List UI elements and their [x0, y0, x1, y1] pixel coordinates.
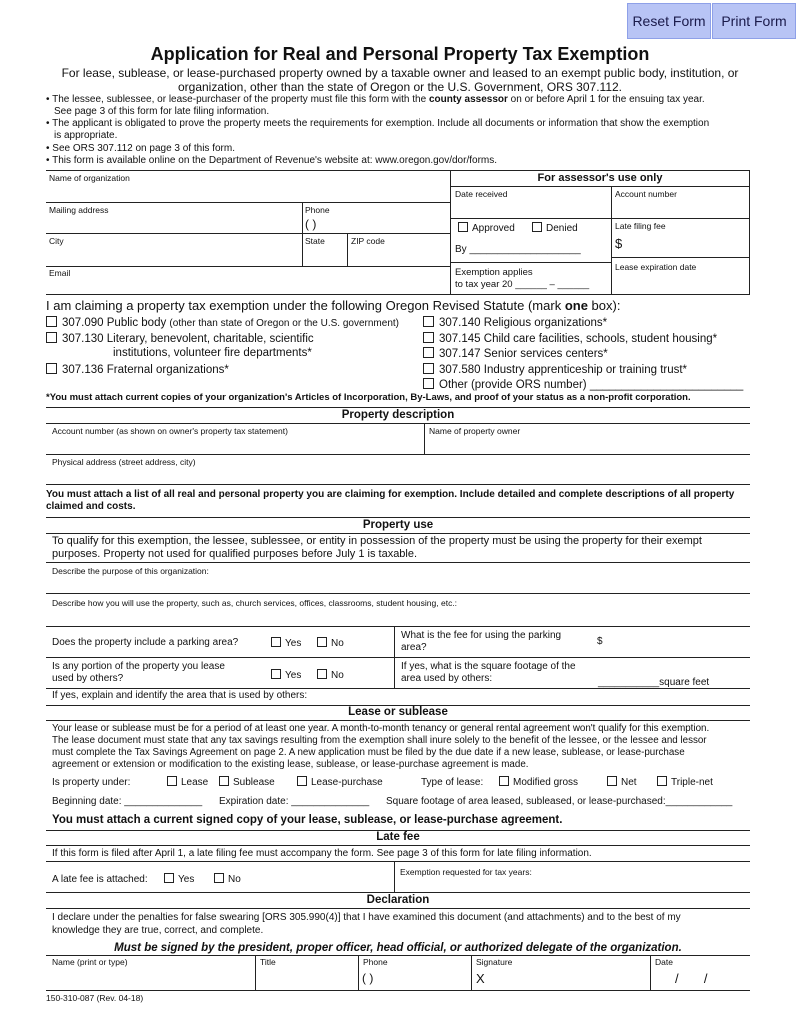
sublease-checkbox[interactable]: Sublease [219, 776, 275, 789]
modified-gross-checkbox[interactable]: Modified gross [499, 776, 578, 789]
parking-yes-checkbox[interactable]: Yes [271, 637, 301, 650]
date-label: Date [655, 957, 673, 967]
bullet-1-cont: See page 3 of this form for late filing information. [54, 106, 270, 117]
org-name-field[interactable] [46, 182, 450, 202]
lease-expiration-label: Lease expiration date [615, 262, 697, 272]
subtitle-line1: For lease, sublease, or lease-purchased property owned by a taxable owner and leased to an exempt public body, institution, or [61, 66, 739, 80]
page-title: Application for Real and Personal Property Tax Exemption [150, 44, 650, 64]
phone-label: Phone [305, 205, 330, 215]
assessor-use-title: For assessor's use only [537, 172, 663, 184]
signature-requirement: Must be signed by the president, proper officer, head official, or authorized delegate of the organization. [114, 942, 682, 954]
type-of-lease-label: Type of lease: [421, 777, 484, 788]
leased-no-checkbox[interactable]: No [317, 669, 344, 682]
bullet-2: • The applicant is obligated to prove the property meets the requirements for exemption. Include all documents or information that show the exemption [46, 118, 710, 129]
ors-307-090[interactable]: 307.090 Public body (other than state of Oregon or the U.S. government) [46, 316, 399, 330]
fee-question: What is the fee for using the parking [401, 630, 562, 641]
expiration-date-field[interactable]: Expiration date: ______________ [219, 796, 370, 807]
use-label: Describe how you will use the property, such as, church services, offices, classrooms, student housing, etc.: [52, 598, 458, 608]
by-field[interactable]: By ____________________ [455, 244, 581, 255]
declaration-title: Declaration [366, 894, 430, 906]
attach-property-list: You must attach a list of all real and personal property you are claiming for exemption. Include detailed and complete descriptions of all property claimed and costs. [46, 489, 735, 512]
beginning-date-field[interactable]: Beginning date: ______________ [52, 796, 203, 807]
late-fee-attached-label: A late fee is attached: [52, 874, 148, 885]
phone-field[interactable]: ( ) [305, 217, 317, 231]
sig-phone-field[interactable]: ( ) [362, 971, 374, 985]
city-label: City [49, 236, 64, 246]
ors-307-147[interactable]: 307.147 Senior services centers* [423, 347, 608, 361]
late-fee-yes-checkbox[interactable]: Yes [164, 873, 194, 886]
parking-no-checkbox[interactable]: No [317, 637, 344, 650]
owner-label: Name of property owner [429, 426, 521, 436]
leased-yes-checkbox[interactable]: Yes [271, 669, 301, 682]
mailing-address-field[interactable] [46, 214, 302, 232]
explain-label: If yes, explain and identify the area that is used by others: [52, 690, 308, 701]
fee-dollar: $ [597, 636, 603, 647]
lease-purchase-checkbox[interactable]: Lease-purchase [297, 776, 383, 789]
bullet-4: • This form is available online on the Department of Revenue's website at: www.oregon.gov/dor/forms. [46, 155, 498, 166]
leased-question-cont: used by others? [52, 673, 124, 684]
account-number-label: Account number [615, 189, 677, 199]
property-use-intro1: To qualify for this exemption, the lessee, sublessee, or entity in possession of the property must be using the property for their exempt [52, 535, 702, 547]
physical-address-label: Physical address (street address, city) [52, 457, 196, 467]
ors-307-580[interactable]: 307.580 Industry apprenticeship or training trust* [423, 363, 687, 377]
attach-note: *You must attach current copies of your organization's Articles of Incorporation, By-Laws, and proof of your status as a non-profit corporation. [46, 392, 691, 403]
attach-lease-note: You must attach a current signed copy of your lease, sublease, or lease-purchase agreement. [52, 814, 563, 826]
triple-net-checkbox[interactable]: Triple-net [657, 776, 713, 789]
denied-checkbox[interactable]: Denied [532, 222, 578, 235]
exemption-requested-label: Exemption requested for tax years: [400, 867, 532, 877]
exemption-applies-label: Exemption applies [455, 267, 533, 278]
tax-year-field[interactable]: to tax year 20 ______ – ______ [455, 279, 590, 290]
bullet-1: • The lessee, sublessee, or lease-purchaser of the property must file this form with the county assessor on or before April 1 for the ensuing tax year. [46, 94, 705, 105]
late-filing-fee-label: Late filing fee [615, 221, 666, 231]
sqft-question: If yes, what is the square footage of the [401, 661, 576, 672]
sig-phone-label: Phone [363, 957, 388, 967]
lease-checkbox[interactable]: Lease [167, 776, 208, 789]
account-label: Account number (as shown on owner's property tax statement) [52, 426, 288, 436]
claim-heading: I am claiming a property tax exemption under the following Oregon Revised Statute (mark one box): [46, 298, 621, 313]
state-label: State [305, 236, 325, 246]
date-received-label: Date received [455, 189, 508, 199]
bullet-2-cont: is appropriate. [54, 130, 118, 141]
lease-title: Lease or sublease [348, 706, 448, 718]
purpose-label: Describe the purpose of this organization: [52, 566, 209, 576]
net-checkbox[interactable]: Net [607, 776, 637, 789]
print-form-button[interactable]: Print Form [712, 3, 796, 39]
ors-307-145[interactable]: 307.145 Child care facilities, schools, student housing* [423, 332, 717, 346]
signature-field[interactable]: X [476, 971, 485, 986]
late-fee-dollar: $ [615, 236, 623, 251]
org-name-label: Name of organization [49, 173, 130, 183]
lease-p2: The lease document must state that any tax savings resulting from the exemption shall inure solely to the benefit of the lessee, or the lessee and lessor [52, 735, 707, 746]
name-label: Name (print or type) [52, 957, 128, 967]
ors-other[interactable]: Other (provide ORS number) ________________________ [423, 378, 743, 392]
sqft-field[interactable]: ___________square feet [598, 677, 710, 688]
property-description-title: Property description [341, 409, 455, 421]
late-fee-text: If this form is filed after April 1, a late filing fee must accompany the form. See page 3 of this form for late filing information. [52, 848, 592, 859]
zip-label: ZIP code [351, 236, 385, 246]
ors-307-136[interactable]: 307.136 Fraternal organizations* [46, 363, 229, 377]
sqft-question-cont: area used by others: [401, 673, 493, 684]
property-use-title: Property use [362, 519, 434, 531]
signature-label: Signature [476, 957, 513, 967]
lease-p1: Your lease or sublease must be for a period of at least one year. A month-to-month tenancy or general rental agreement won't qualify for this exemption. [52, 723, 710, 734]
email-label: Email [49, 268, 71, 278]
property-use-intro2: purposes. Property not used for qualified purposes before July 1 is taxable. [52, 548, 418, 560]
ors-307-130[interactable]: 307.130 Literary, benevolent, charitable, scientific [46, 332, 314, 346]
reset-form-button[interactable]: Reset Form [627, 3, 711, 39]
lease-p4: agreement or extension or modification to the existing lease, sublease, or lease-purchase agreement is made. [52, 759, 529, 770]
lease-p3: must complete the Tax Savings Agreement on page 2. A new application must be filed by the due date if a new lease, sublease, or lease-purchase [52, 747, 685, 758]
form-number: 150-310-087 (Rev. 04-18) [46, 993, 144, 1003]
leased-question: Is any portion of the property you lease [52, 661, 225, 672]
fee-question-cont: area? [401, 642, 427, 653]
ors-307-130-cont: institutions, volunteer fire departments* [113, 347, 312, 359]
late-fee-title: Late fee [376, 831, 420, 843]
lease-sqft-field[interactable]: Square footage of area leased, subleased, or lease-purchased:____________ [386, 796, 733, 807]
subtitle-line2: organization, other than the state of Oregon or the U.S. Government, ORS 307.112. [177, 80, 623, 94]
property-under-label: Is property under: [52, 777, 131, 788]
late-fee-no-checkbox[interactable]: No [214, 873, 241, 886]
mailing-address-label: Mailing address [49, 205, 109, 215]
ors-307-140[interactable]: 307.140 Religious organizations* [423, 316, 607, 330]
date-field[interactable]: / / [675, 971, 708, 986]
approved-checkbox[interactable]: Approved [458, 222, 515, 235]
bullet-3: • See ORS 307.112 on page 3 of this form. [46, 143, 235, 154]
title-label: Title [260, 957, 276, 967]
declaration-text2: knowledge they are true, correct, and complete. [52, 925, 264, 936]
parking-question: Does the property include a parking area? [52, 637, 239, 648]
declaration-text1: I declare under the penalties for false swearing [ORS 305.990(4)] that I have examined this document (and attachments) and to the best of my [52, 912, 681, 923]
